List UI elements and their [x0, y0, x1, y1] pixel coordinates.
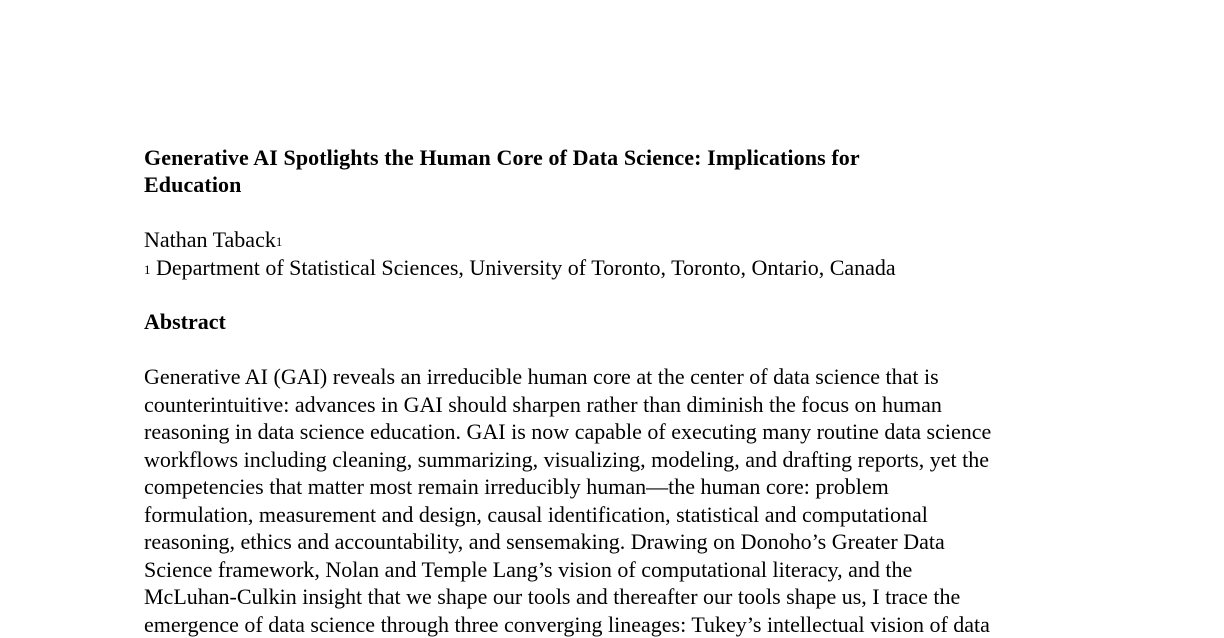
paper-title	[144, 144, 1084, 198]
abstract-line: Generative AI (GAI) reveals an irreducible human core at the center of data science that is	[144, 363, 1084, 391]
author-name: Nathan Taback	[144, 227, 276, 252]
abstract-heading: Abstract	[144, 308, 1084, 336]
author-line	[144, 226, 1084, 254]
abstract-line: workflows including cleaning, summarizing, visualizing, modeling, and drafting reports, yet the	[144, 446, 1084, 474]
affiliation-marker: 1	[144, 262, 151, 277]
title-line: Education	[144, 171, 1084, 198]
affiliation-line	[144, 254, 1084, 282]
abstract-line: competencies that matter most remain irreducibly human—the human core: problem	[144, 473, 1084, 501]
abstract-body	[144, 363, 1084, 638]
abstract-line: formulation, measurement and design, causal identification, statistical and computational	[144, 501, 1084, 529]
title-line: Generative AI Spotlights the Human Core of Data Science: Implications for	[144, 144, 1084, 171]
abstract-line: counterintuitive: advances in GAI should sharpen rather than diminish the focus on human	[144, 391, 1084, 419]
affiliation-text: Department of Statistical Sciences, University of Toronto, Toronto, Ontario, Canada	[156, 255, 896, 280]
author-affiliation-marker: 1	[276, 234, 283, 249]
abstract-line: reasoning, ethics and accountability, and sensemaking. Drawing on Donoho’s Greater Data	[144, 528, 1084, 556]
abstract-line: reasoning in data science education. GAI is now capable of executing many routine data science	[144, 418, 1084, 446]
abstract-line: McLuhan-Culkin insight that we shape our tools and thereafter our tools shape us, I trace the	[144, 583, 1084, 611]
abstract-line: emergence of data science through three converging lineages: Tukey’s intellectual vision of data	[144, 611, 1084, 638]
abstract-line: Science framework, Nolan and Temple Lang’s vision of computational literacy, and the	[144, 556, 1084, 584]
document-page	[144, 144, 1084, 638]
